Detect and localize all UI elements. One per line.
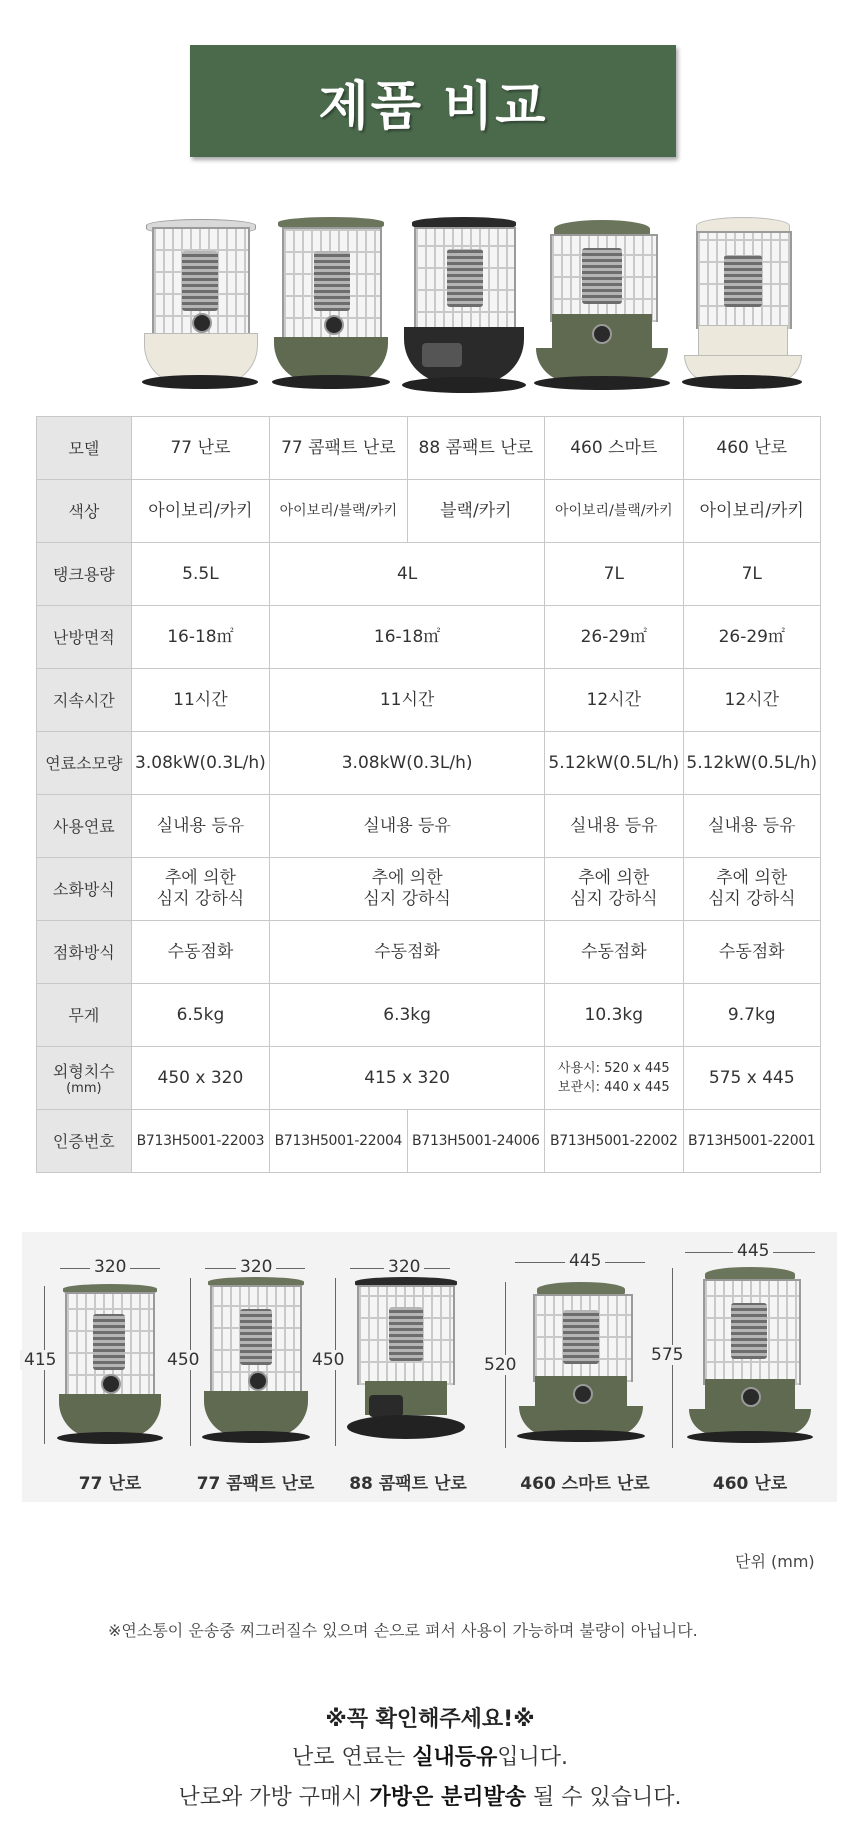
height-label: 450 bbox=[163, 1350, 203, 1370]
table-cell: 9.7kg bbox=[683, 984, 820, 1047]
table-cell: 수동점화 bbox=[545, 921, 683, 984]
warning-text: 난로와 가방 구매시 bbox=[178, 1785, 370, 1810]
warning-text: 입니다. bbox=[497, 1745, 568, 1770]
table-cell: 12시간 bbox=[545, 669, 683, 732]
product-image-460 bbox=[680, 215, 804, 400]
row-label-sub: (mm) bbox=[66, 1080, 102, 1096]
table-row-duration bbox=[37, 669, 821, 732]
table-cell: B713H5001-22003 bbox=[131, 1110, 269, 1173]
dimension-caption: 460 스마트 난로 bbox=[520, 1474, 650, 1494]
cell-line: 추에 의한 bbox=[164, 868, 236, 888]
row-label: 점화방식 bbox=[37, 921, 132, 984]
table-cell: 수동점화 bbox=[683, 921, 820, 984]
table-cell: 26-29㎡ bbox=[683, 606, 820, 669]
table-cell: 11시간 bbox=[131, 669, 269, 732]
table-cell: 아이보리/카키 bbox=[131, 480, 269, 543]
warning-line-bag bbox=[0, 1780, 860, 1811]
dimension-caption: 460 난로 bbox=[712, 1474, 788, 1494]
table-cell: B713H5001-22002 bbox=[545, 1110, 683, 1173]
table-row-area bbox=[37, 606, 821, 669]
height-label: 450 bbox=[308, 1350, 348, 1370]
warning-emphasis: 가방은 분리발송 bbox=[369, 1785, 526, 1810]
dimension-caption: 88 콤팩트 난로 bbox=[349, 1474, 467, 1494]
table-cell: 88 콤팩트 난로 bbox=[407, 417, 544, 480]
table-cell bbox=[270, 858, 545, 921]
cell-line: 사용시: 520 x 445 bbox=[557, 1061, 670, 1076]
product-image-77-compact bbox=[270, 215, 392, 395]
table-cell: 아이보리/블랙/카키 bbox=[545, 480, 683, 543]
row-label: 무게 bbox=[37, 984, 132, 1047]
table-row-color bbox=[37, 480, 821, 543]
dimension-image-88-compact bbox=[347, 1275, 465, 1451]
table-row-fuel bbox=[37, 795, 821, 858]
table-cell: 460 스마트 bbox=[545, 417, 683, 480]
cell-line: 심지 강하식 bbox=[708, 889, 796, 909]
unit-label: 단위 (mm) bbox=[735, 1552, 815, 1571]
table-cell: 실내용 등유 bbox=[131, 795, 269, 858]
table-cell: 6.5kg bbox=[131, 984, 269, 1047]
table-cell: 16-18㎡ bbox=[131, 606, 269, 669]
shipping-note: ※연소통이 운송중 찌그러질수 있으며 손으로 펴서 사용이 가능하며 불량이 아닙니다. bbox=[108, 1621, 698, 1640]
table-cell bbox=[683, 858, 820, 921]
height-label: 575 bbox=[647, 1345, 687, 1365]
table-cell: 77 난로 bbox=[131, 417, 269, 480]
table-row-consumption bbox=[37, 732, 821, 795]
table-cell: 5.12kW(0.5L/h) bbox=[545, 732, 683, 795]
row-label: 모델 bbox=[37, 417, 132, 480]
table-cell: 415 x 320 bbox=[270, 1047, 545, 1110]
table-row-cert bbox=[37, 1110, 821, 1173]
width-label: 445 bbox=[565, 1251, 605, 1271]
table-cell: 실내용 등유 bbox=[545, 795, 683, 858]
row-label: 지속시간 bbox=[37, 669, 132, 732]
table-cell: 7L bbox=[683, 543, 820, 606]
warning-text: 될 수 있습니다. bbox=[525, 1785, 682, 1810]
width-label: 320 bbox=[90, 1257, 130, 1277]
warning-emphasis: 실내등유 bbox=[412, 1745, 498, 1770]
width-label: 445 bbox=[733, 1241, 773, 1261]
table-cell: 아이보리/블랙/카키 bbox=[270, 480, 407, 543]
cell-line: 심지 강하식 bbox=[156, 889, 245, 909]
table-cell: 575 x 445 bbox=[683, 1047, 820, 1110]
table-row-ignition bbox=[37, 921, 821, 984]
cell-line: 보관시: 440 x 445 bbox=[557, 1080, 670, 1095]
table-cell: 11시간 bbox=[270, 669, 545, 732]
dimension-caption: 77 콤팩트 난로 bbox=[196, 1474, 315, 1494]
table-cell bbox=[545, 858, 683, 921]
cell-line: 추에 의한 bbox=[716, 868, 788, 888]
table-row-model bbox=[37, 417, 821, 480]
table-cell: 77 콤팩트 난로 bbox=[270, 417, 407, 480]
row-label: 사용연료 bbox=[37, 795, 132, 858]
height-label: 520 bbox=[480, 1355, 520, 1375]
table-row-tank bbox=[37, 543, 821, 606]
table-cell: 실내용 등유 bbox=[270, 795, 545, 858]
table-cell: 아이보리/카키 bbox=[683, 480, 820, 543]
dimension-image-77 bbox=[55, 1282, 165, 1452]
row-label bbox=[37, 1047, 132, 1110]
table-cell: 10.3kg bbox=[545, 984, 683, 1047]
table-cell: B713H5001-24006 bbox=[407, 1110, 544, 1173]
height-label: 415 bbox=[20, 1350, 60, 1370]
table-cell: 4L bbox=[270, 543, 545, 606]
row-label-text: 외형치수 bbox=[52, 1061, 115, 1081]
banner-title: 제품 비교 bbox=[318, 76, 548, 137]
table-cell: 12시간 bbox=[683, 669, 820, 732]
table-row-extinguish bbox=[37, 858, 821, 921]
spec-table bbox=[36, 416, 821, 1173]
warning-text: 난로 연료는 bbox=[291, 1745, 413, 1770]
table-cell bbox=[545, 1047, 683, 1110]
cell-line: 추에 의한 bbox=[371, 868, 443, 888]
row-label: 소화방식 bbox=[37, 858, 132, 921]
row-label: 난방면적 bbox=[37, 606, 132, 669]
table-cell: 450 x 320 bbox=[131, 1047, 269, 1110]
title-banner bbox=[190, 45, 676, 157]
dimension-image-77-compact bbox=[200, 1275, 312, 1451]
table-cell: 7L bbox=[545, 543, 683, 606]
width-label: 320 bbox=[236, 1257, 276, 1277]
table-cell: 460 난로 bbox=[683, 417, 820, 480]
table-cell: 실내용 등유 bbox=[683, 795, 820, 858]
table-cell: 26-29㎡ bbox=[545, 606, 683, 669]
table-cell: 5.12kW(0.5L/h) bbox=[683, 732, 820, 795]
table-cell bbox=[131, 858, 269, 921]
row-label: 연료소모량 bbox=[37, 732, 132, 795]
table-cell: 블랙/카키 bbox=[407, 480, 544, 543]
table-cell: B713H5001-22001 bbox=[683, 1110, 820, 1173]
dimension-caption: 77 난로 bbox=[78, 1474, 142, 1494]
warning-line-fuel bbox=[0, 1740, 860, 1771]
row-label: 색상 bbox=[37, 480, 132, 543]
table-cell: 수동점화 bbox=[131, 921, 269, 984]
product-image-460-smart bbox=[532, 218, 672, 400]
row-label: 인증번호 bbox=[37, 1110, 132, 1173]
table-cell: 3.08kW(0.3L/h) bbox=[270, 732, 545, 795]
product-image-88-compact bbox=[402, 215, 527, 400]
table-cell: 16-18㎡ bbox=[270, 606, 545, 669]
dimension-image-460 bbox=[685, 1265, 815, 1453]
row-label: 탱크용량 bbox=[37, 543, 132, 606]
width-label: 320 bbox=[384, 1257, 424, 1277]
table-row-size bbox=[37, 1047, 821, 1110]
dimension-image-460-smart bbox=[515, 1280, 647, 1452]
table-cell: 5.5L bbox=[131, 543, 269, 606]
table-row-weight bbox=[37, 984, 821, 1047]
product-image-77 bbox=[140, 215, 260, 395]
table-cell: B713H5001-22004 bbox=[270, 1110, 407, 1173]
warning-title: ※꼭 확인해주세요!※ bbox=[325, 1707, 535, 1732]
table-cell: 6.3kg bbox=[270, 984, 545, 1047]
table-cell: 3.08kW(0.3L/h) bbox=[131, 732, 269, 795]
cell-line: 추에 의한 bbox=[578, 868, 650, 888]
cell-line: 심지 강하식 bbox=[363, 889, 451, 909]
table-cell: 수동점화 bbox=[270, 921, 545, 984]
cell-line: 심지 강하식 bbox=[570, 889, 658, 909]
